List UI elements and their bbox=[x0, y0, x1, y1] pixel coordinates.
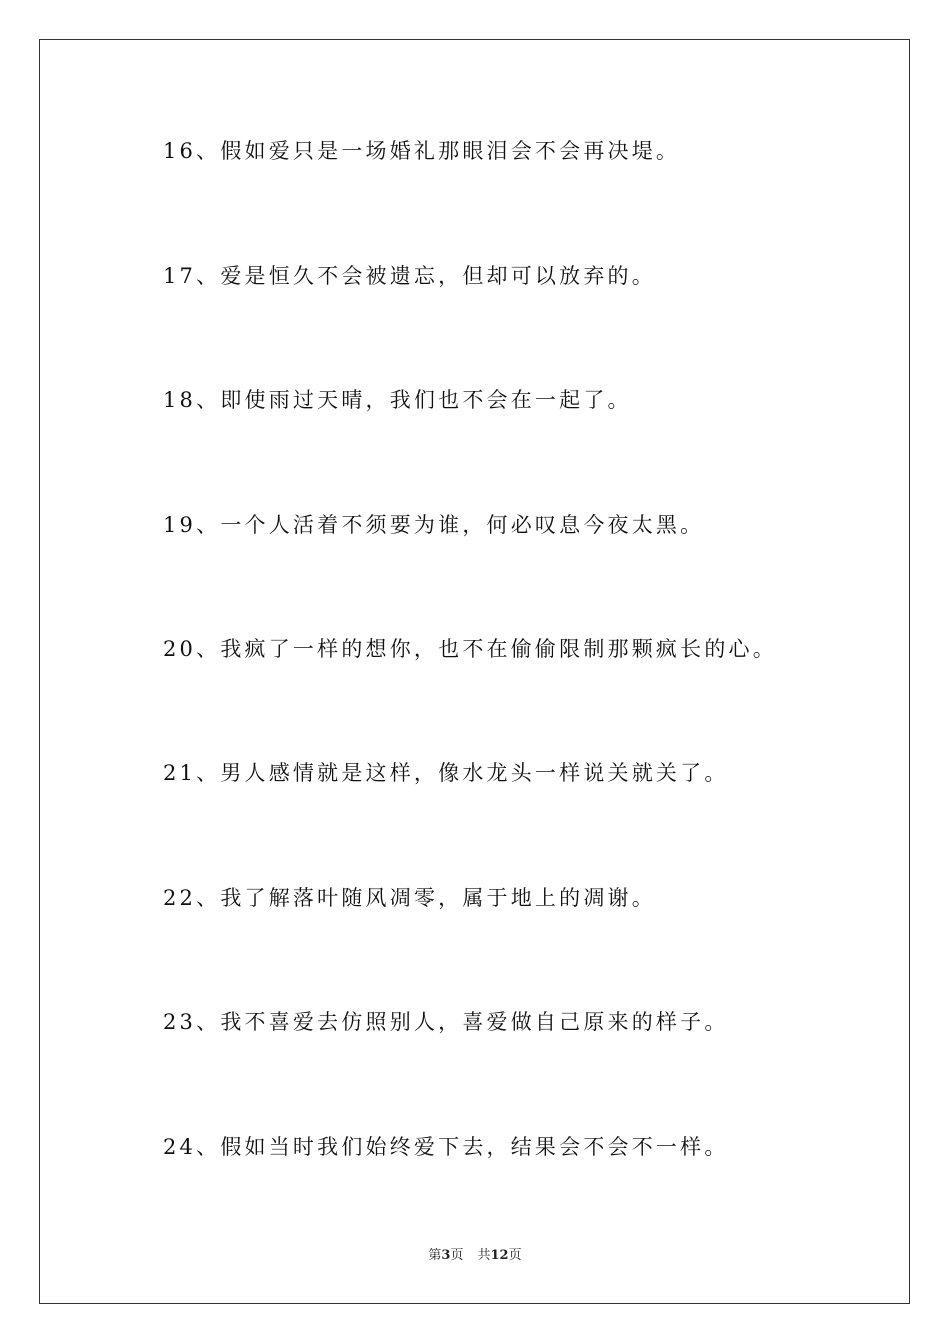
text-line: 16、假如爱只是一场婚礼那眼泪会不会再决堤。 bbox=[163, 139, 681, 163]
text-line: 19、一个人活着不须要为谁，何必叹息今夜太黑。 bbox=[163, 513, 705, 537]
page-suffix: 页 bbox=[450, 1248, 464, 1263]
text-line: 18、即使雨过天晴，我们也不会在一起了。 bbox=[163, 388, 632, 412]
text-line: 20、我疯了一样的想你，也不在偷偷限制那颗疯长的心。 bbox=[163, 637, 777, 661]
page-border bbox=[39, 39, 910, 1304]
text-line: 17、爱是恒久不会被遗忘，但却可以放弃的。 bbox=[163, 264, 656, 288]
text-line: 23、我不喜爱去仿照别人，喜爱做自己原来的样子。 bbox=[163, 1010, 729, 1034]
text-line: 24、假如当时我们始终爱下去，结果会不会不一样。 bbox=[163, 1135, 729, 1159]
text-line: 21、男人感情就是这样，像水龙头一样说关就关了。 bbox=[163, 761, 729, 785]
text-line: 22、我了解落叶随风凋零，属于地上的凋谢。 bbox=[163, 886, 656, 910]
page-prefix: 第 bbox=[428, 1248, 442, 1263]
total-prefix: 共 bbox=[477, 1248, 491, 1263]
total-pages: 12 bbox=[490, 1248, 509, 1263]
page-number: 3 bbox=[441, 1248, 451, 1263]
page-footer bbox=[0, 1248, 950, 1264]
total-suffix: 页 bbox=[508, 1248, 522, 1263]
